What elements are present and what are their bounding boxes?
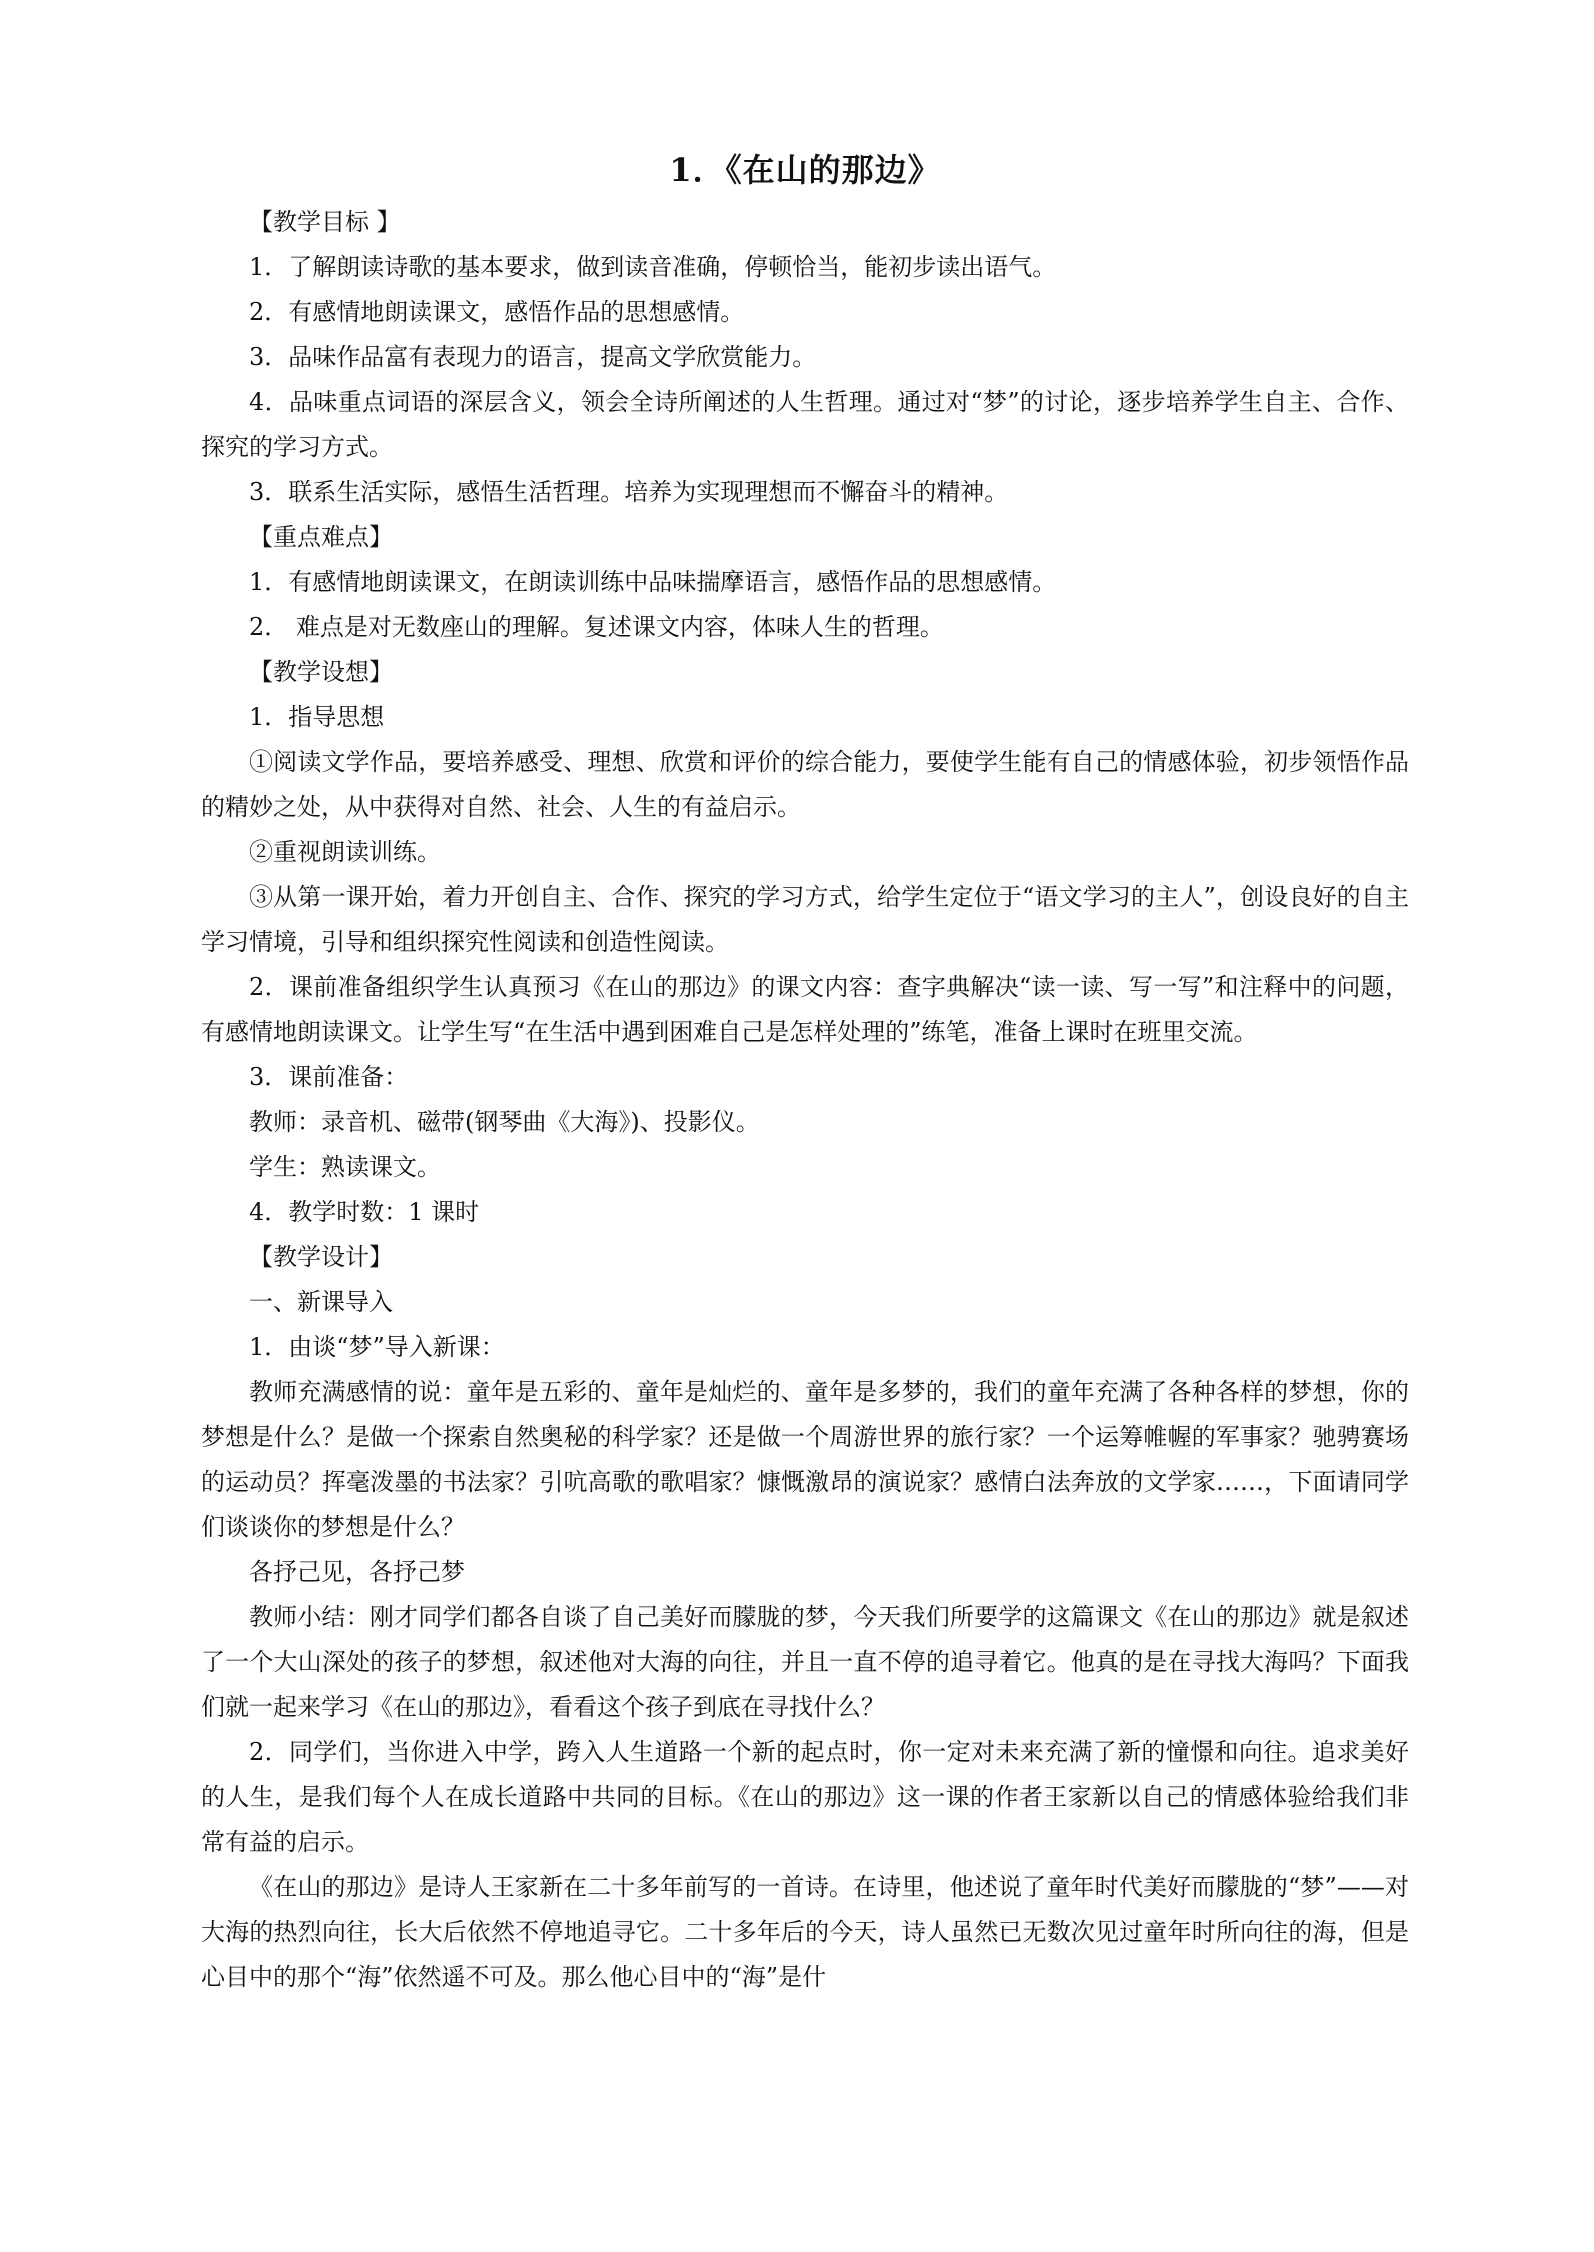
paragraph: 教师小结：刚才同学们都各自谈了自己美好而朦胧的梦，今天我们所要学的这篇课文《在山的那边》就是叙述了一个大山深处的孩子的梦想，叙述他对大海的向往，并且一直不停的追寻着它。他真的是在寻找大海吗？下面我们就一起来学习《在山的那边》，看看这个孩子到底在寻找什么？ (201, 1603, 1409, 1721)
section-heading: 【教学设计】 (249, 1243, 393, 1271)
paragraph: ②重视朗读训练。 (249, 838, 441, 866)
paragraph: 教师充满感情的说：童年是五彩的、童年是灿烂的、童年是多梦的，我们的童年充满了各种各样的梦想，你的梦想是什么？是做一个探索自然奥秘的科学家？还是做一个周游世界的旅行家？一个运筹帷幄的军事家？驰骋赛场的运动员？挥毫泼墨的书法家？引吭高歌的歌唱家？慷慨激昂的演说家？感情白法奔放的文学家……，下面请同学们谈谈你的梦想是什么？ (201, 1378, 1409, 1541)
paragraph: 4．教学时数：1 课时 (249, 1198, 480, 1226)
paragraph: 2．同学们，当你进入中学，跨入人生道路一个新的起点时，你一定对未来充满了新的憧憬和向往。追求美好的人生，是我们每个人在成长道路中共同的目标。《在山的那边》这一课的作者王家新以自己的情感体验给我们非常有益的启示。 (201, 1738, 1409, 1856)
paragraph: 2．有感情地朗读课文，感悟作品的思想感情。 (249, 298, 745, 326)
section-heading: 【教学目标 】 (249, 208, 401, 236)
paragraph: 1．了解朗读诗歌的基本要求，做到读音准确，停顿恰当，能初步读出语气。 (249, 253, 1057, 281)
paragraph: 3．品味作品富有表现力的语言，提高文学欣赏能力。 (249, 343, 817, 371)
paragraph: 3．联系生活实际，感悟生活哲理。培养为实现理想而不懈奋斗的精神。 (249, 478, 1009, 506)
document-title: 1．《在山的那边》 (669, 151, 941, 189)
paragraph: 1．有感情地朗读课文，在朗读训练中品味揣摩语言，感悟作品的思想感情。 (249, 568, 1057, 596)
paragraph: 学生：熟读课文。 (249, 1153, 441, 1181)
paragraph: 各抒己见，各抒己梦 (249, 1558, 465, 1586)
paragraph: 一、新课导入 (249, 1288, 393, 1316)
paragraph: 《在山的那边》是诗人王家新在二十多年前写的一首诗。在诗里，他述说了童年时代美好而朦胧的“梦”——对大海的热烈向往，长大后依然不停地追寻它。二十多年后的今天，诗人虽然已无数次见过童年时所向往的海，但是心目中的那个“海”依然遥不可及。那么他心目中的“海”是什 (201, 1873, 1409, 1991)
section-heading: 【教学设想】 (249, 658, 393, 686)
document-body (201, 200, 1409, 2000)
paragraph: 1．由谈“梦”导入新课： (249, 1333, 505, 1361)
paragraph: 4．品味重点词语的深层含义，领会全诗所阐述的人生哲理。通过对“梦”的讨论，逐步培养学生自主、合作、探究的学习方式。 (201, 388, 1409, 461)
paragraph: 教师：录音机、磁带(钢琴曲《大海》)、投影仪。 (249, 1108, 760, 1136)
paragraph: 3．课前准备： (249, 1063, 409, 1091)
paragraph: 2．课前准备组织学生认真预习《在山的那边》的课文内容：查字典解决“读一读、写一写”和注释中的问题，有感情地朗读课文。让学生写“在生活中遇到困难自己是怎样处理的”练笔，准备上课时在班里交流。 (201, 973, 1409, 1046)
section-heading: 【重点难点】 (249, 523, 393, 551)
paragraph: ①阅读文学作品，要培养感受、理想、欣赏和评价的综合能力，要使学生能有自己的情感体验，初步领悟作品的精妙之处，从中获得对自然、社会、人生的有益启示。 (201, 748, 1409, 821)
paragraph: 1．指导思想 (249, 703, 385, 731)
paragraph: 2． 难点是对无数座山的理解。复述课文内容，体味人生的哲理。 (249, 613, 944, 641)
paragraph: ③从第一课开始，着力开创自主、合作、探究的学习方式，给学生定位于“语文学习的主人”，创设良好的自主学习情境，引导和组织探究性阅读和创造性阅读。 (201, 883, 1409, 956)
